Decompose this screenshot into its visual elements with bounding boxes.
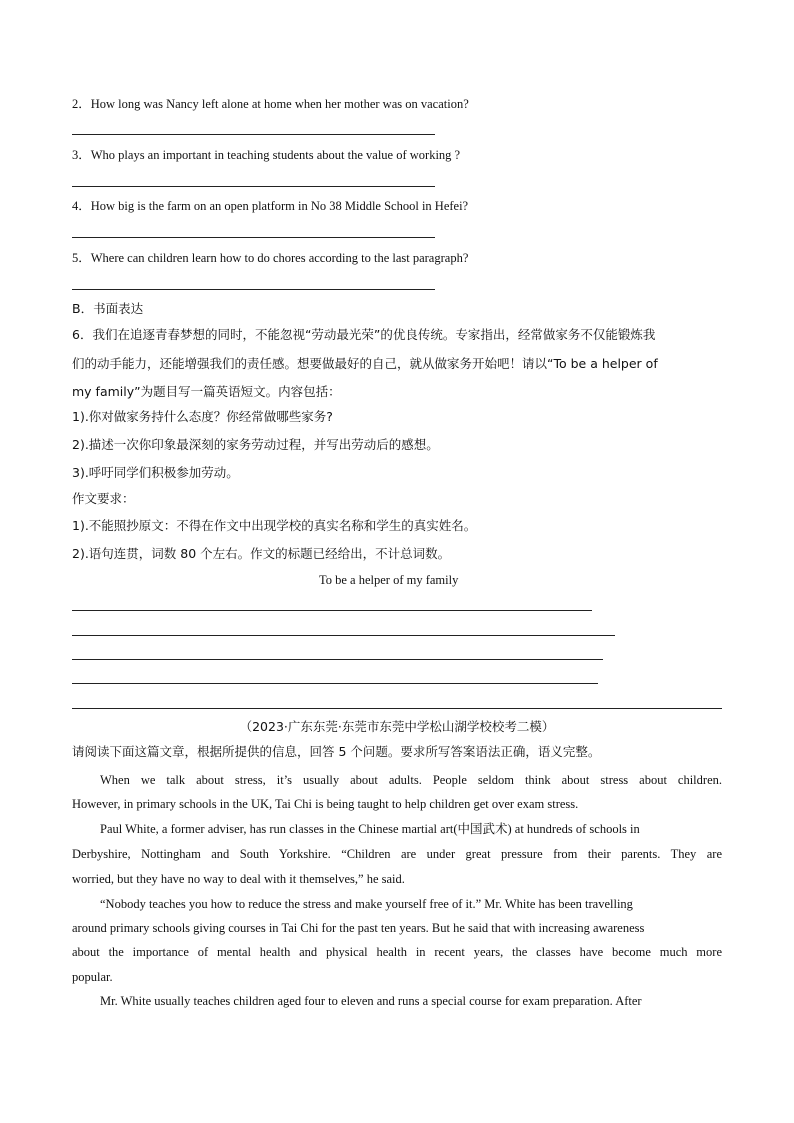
question-3: 3．Who plays an important in teaching students about the value of working ? <box>72 148 461 162</box>
prompt-line: my family”为题目写一篇英语短文。内容包括： <box>72 384 341 399</box>
essay-title: To be a helper of my family <box>319 573 459 587</box>
passage-source: （2023·广东东莞·东莞市东莞中学松山湖学校校考二模） <box>239 719 555 734</box>
passage-line: Paul White, a former adviser, has run classes in the Chinese martial art(中国武术) at hundreds of schools in <box>100 822 640 836</box>
requirement: 2).语句连贯，词数 80 个左右。作文的标题已经给出，不计总词数。 <box>72 546 451 561</box>
content-point: 1).你对做家务持什么态度？你经常做哪些家务? <box>72 409 333 424</box>
section-b-heading: B．书面表达 <box>72 301 144 316</box>
passage-line: around primary schools giving courses in Tai Chi for the past ten years. But he said that with increasing awareness <box>72 921 645 935</box>
question-2: 2．How long was Nancy left alone at home when her mother was on vacation? <box>72 97 469 111</box>
answer-line-3[interactable] <box>72 186 435 187</box>
requirements-title: 作文要求： <box>72 491 135 506</box>
passage-line: “Nobody teaches you how to reduce the stress and make yourself free of it.” Mr. White has been travelling <box>100 897 633 911</box>
prompt-line: 们的动手能力，还能增强我们的责任感。想要做最好的自己，就从做家务开始吧！请以“To be a helper of <box>72 356 658 371</box>
passage-instruction: 请阅读下面这篇文章，根据所提供的信息，回答 5 个问题。要求所写答案语法正确，语义完整。 <box>72 744 601 759</box>
answer-line-5[interactable] <box>72 289 435 290</box>
question-5: 5．Where can children learn how to do chores according to the last paragraph? <box>72 251 469 265</box>
passage-line: about the importance of mental health and physical health in recent years, the classes have become much more <box>72 945 722 959</box>
passage-line: worried, but they have no way to deal with it themselves,” he said. <box>72 872 405 886</box>
requirement: 1).不能照抄原文：不得在作文中出现学校的真实名称和学生的真实姓名。 <box>72 518 477 533</box>
answer-line-4[interactable] <box>72 237 435 238</box>
prompt-line: 6．我们在追逐青春梦想的同时，不能忽视“劳动最光荣”的优良传统。专家指出，经常做家务不仅能锻炼我 <box>72 327 656 342</box>
writing-line[interactable] <box>72 659 603 660</box>
passage-line: When we talk about stress, it’s usually about adults. People seldom think about stress about children. <box>100 773 722 787</box>
passage-line: Mr. White usually teaches children aged four to eleven and runs a special course for exam preparation. After <box>100 994 642 1008</box>
content-point: 2).描述一次你印象最深刻的家务劳动过程，并写出劳动后的感想。 <box>72 437 439 452</box>
question-4: 4．How big is the farm on an open platform in No 38 Middle School in Hefei? <box>72 199 469 213</box>
writing-line[interactable] <box>72 610 592 611</box>
content-point: 3).呼吁同学们积极参加劳动。 <box>72 465 239 480</box>
passage-line: Derbyshire, Nottingham and South Yorkshire. “Children are under great pressure from their parents. They are <box>72 847 722 861</box>
answer-line-2[interactable] <box>72 134 435 135</box>
section-divider <box>72 708 722 709</box>
writing-line[interactable] <box>72 635 615 636</box>
writing-line[interactable] <box>72 683 598 684</box>
passage-line: However, in primary schools in the UK, Tai Chi is being taught to help children get over exam stress. <box>72 797 579 811</box>
passage-line: popular. <box>72 970 113 984</box>
